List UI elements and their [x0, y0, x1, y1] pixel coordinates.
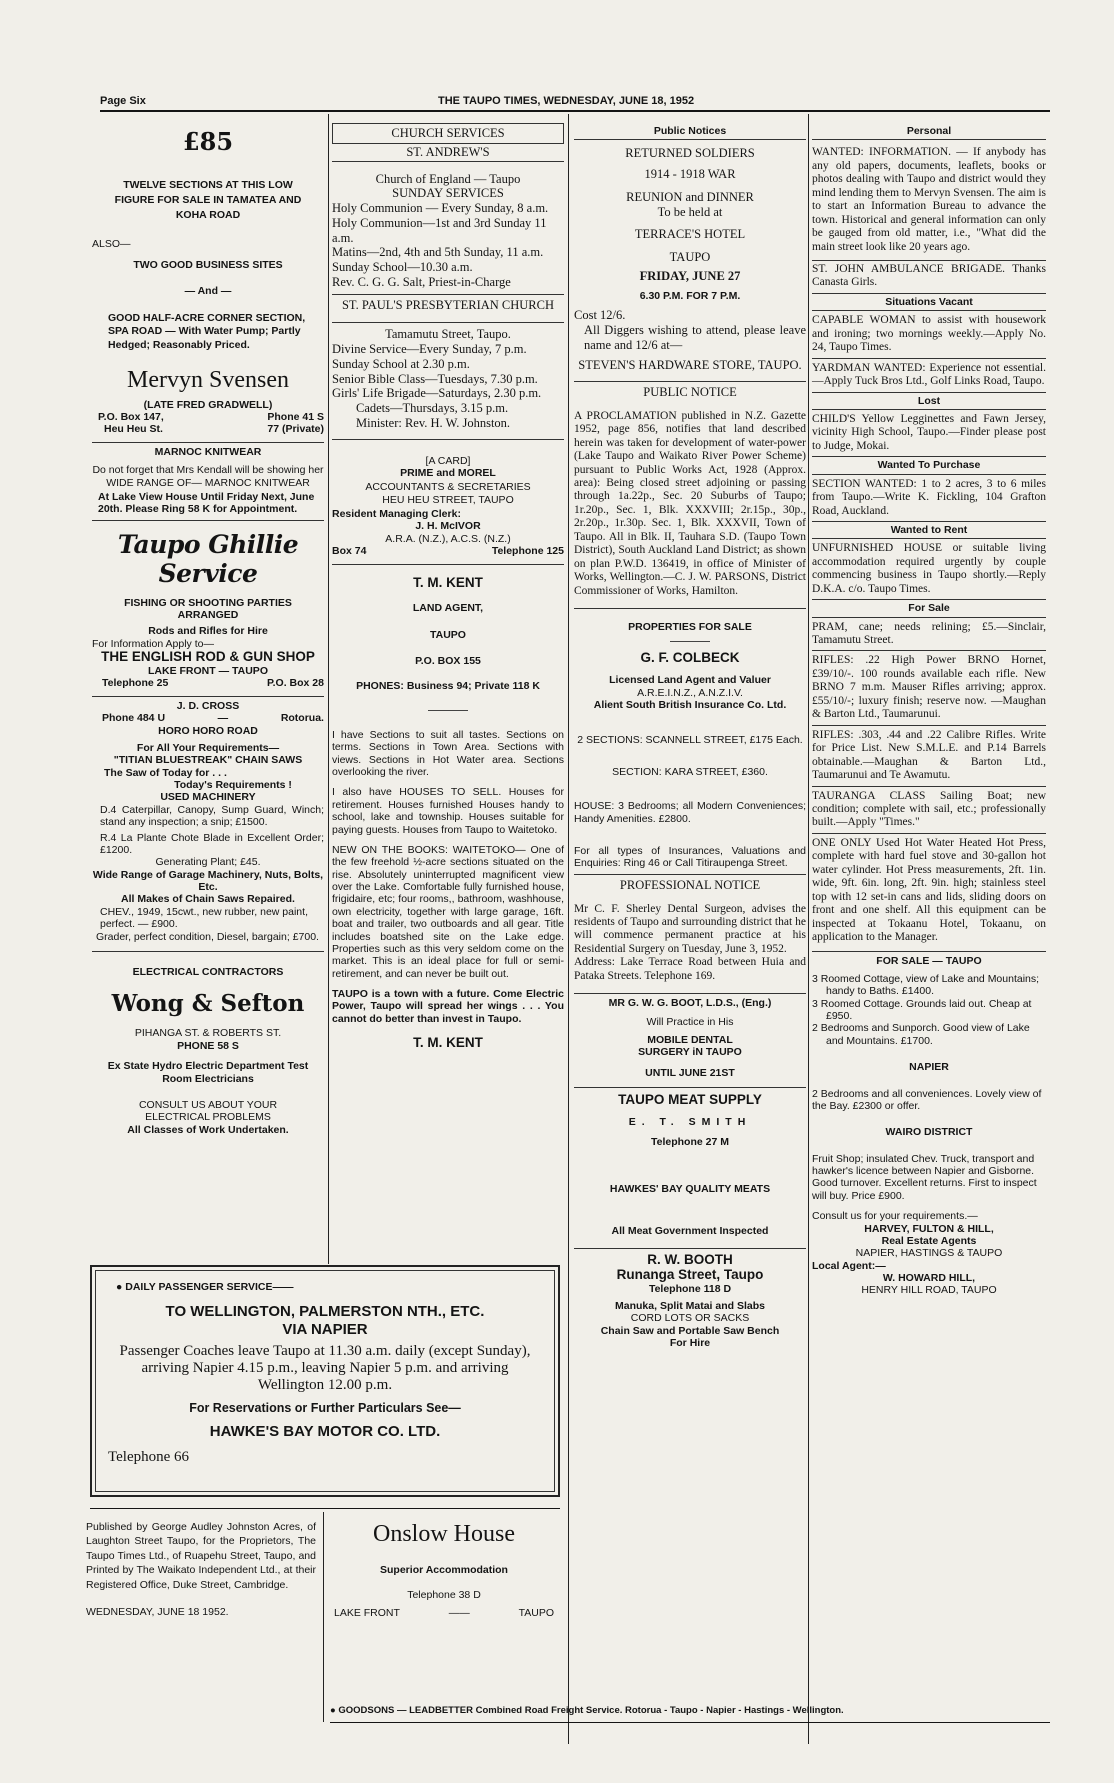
for-sale-header: For Sale — [812, 599, 1046, 617]
scannell-st: 2 SECTIONS: SCANNELL STREET, £175 Each. — [577, 733, 803, 746]
goodsons-footer: ● GOODSONS — LEADBETTER Combined Road Freight Service. Rotorua - Taupo - Napier - Hastings - Wellington. — [330, 1705, 844, 1716]
bus-destination: TO WELLINGTON, PALMERSTON NTH., ETC. — [165, 1303, 485, 1321]
goodsons-text: GOODSONS — LEADBETTER Combined Road Freight Service. Rotorua - Taupo - Napier - Hastings - Wellington. — [338, 1705, 844, 1716]
onslow-telephone: Telephone 38 D — [407, 1588, 481, 1601]
henry-hill: HENRY HILL ROAD, TAUPO — [861, 1284, 997, 1297]
cross-dash: — — [217, 712, 229, 725]
proclamation: A PROCLAMATION published in N.Z. Gazette 1952, page 856, notifies that land described herein was taken for development of water-power (Lake Taupo and Waikato River Power Scheme) pursuant to Public Works Act, 1928 (Approx. area): Being closed street adjoining or passing through 1a.22p., Sec. 20 Suburbs of Taupo; 1r.20p., Sec. 1, Blk. XXXVIII; 2r.15p., 30p., 2r.20p., 1r.30p. Sec. 1, Blk. XXXVII, Town of Taupo. All in Blk. II, Tauhara S.D. (Taupo Town District), South Auckland Land District; as shown on plan P.W.D. 136419, in office of Minister of Works, Wellington.—C. J. W. PARSONS, District Commissioner of Works, Hamilton. — [574, 409, 806, 597]
onslow-house-ad — [328, 1520, 560, 1619]
kent-future: TAUPO is a town with a future. Come Electric Power, Taupo will spread her wings . . . You cannot do better than invest in Taupo. — [332, 988, 564, 1025]
po-155: P.O. BOX 155 — [415, 655, 481, 668]
public-notice: PUBLIC NOTICE — [574, 381, 806, 400]
half-acre-ad: GOOD HALF-ACRE CORNER SECTION, SPA ROAD — With Water Pump; Partly Hedged; Reasonably Priced. — [108, 311, 306, 351]
napier-header: NAPIER — [909, 1061, 949, 1074]
agent-late: (LATE FRED GRADWELL) — [143, 398, 273, 411]
agent-street: Heu Heu St. — [104, 423, 163, 436]
elec-contractors: ELECTRICAL CONTRACTORS — [92, 951, 324, 978]
price-headline: £85 — [182, 127, 234, 156]
unfurnished-house: UNFURNISHED HOUSE or suitable living accommodation required urgently by couple commencing business in Taupo shortly.—Reply D.K.A. c/o. Taupo Times. — [812, 542, 1046, 595]
for-hire: For Hire — [669, 1336, 711, 1349]
manuka: Manuka, Split Matai and Slabs — [615, 1299, 765, 1312]
sailing-boat: TAURANGA CLASS Sailing Boat; new condition; complete with sail, etc.; professionally built.—Apply "Times." — [812, 786, 1046, 830]
column-3 — [574, 123, 806, 1349]
resident-clerk: Resident Managing Clerk: — [332, 508, 461, 520]
ghillie-title: Taupo Ghillie Service — [117, 529, 299, 589]
bus-timetable: Passenger Coaches leave Taupo at 11.30 a.m. daily (except Sunday), arriving Napier 4.15 p.m., leaving Napier 5 p.m. and arriving Wellington 12.00 p.m. — [119, 1342, 531, 1394]
rod-gun-shop: THE ENGLISH ROD & GUN SHOP — [101, 649, 315, 665]
knitwear-bold: At Lake View House Until Friday Next, June 20th. Please Ring 58 K for Appointment. — [98, 490, 315, 516]
agent-name: Mervyn Svensen — [127, 367, 289, 394]
rifles-calibre: RIFLES: .303, .44 and .22 Calibre Rifles. Write for Price List. New S.M.L.E. and P.14 Barrels obtainable.—Maughan & Barton Ltd., Taumarunui and Te Awamutu. — [812, 725, 1046, 783]
tel-25: Telephone 25 — [102, 677, 169, 690]
all-classes: All Classes of Work Undertaken. — [127, 1123, 289, 1136]
kent-sign: T. M. KENT — [413, 1035, 483, 1051]
sunday-school: Sunday School—10.30 a.m. — [332, 260, 473, 274]
onslow-taupo: TAUPO — [518, 1607, 554, 1620]
sherley-address: Address: Lake Terrace Road between Huia and Pataka Streets. Telephone 169. — [574, 956, 806, 982]
until-june: UNTIL JUNE 21ST — [645, 1066, 735, 1079]
for-sale-taupo: FOR SALE — TAUPO — [812, 951, 1046, 967]
masthead: THE TAUPO TIMES, WEDNESDAY, JUNE 18, 1952 — [438, 95, 695, 107]
st-pauls: ST. PAUL'S PRESBYTERIAN CHURCH — [332, 294, 564, 313]
page-header — [100, 95, 1050, 111]
imprint — [86, 1520, 316, 1619]
daily-service-label: DAILY PASSENGER SERVICE—— — [125, 1281, 294, 1293]
imprint-divider — [323, 1512, 324, 1722]
agent-pobox: P.O. Box 147, — [98, 411, 164, 424]
childs-legginettes: CHILD'S Yellow Legginettes and Fawn Jersey, vicinity High School, Taupo.—Finder please post to Judge, Mokai. — [812, 412, 1046, 452]
senior-bible: Senior Bible Class—Tuesdays, 7.30 p.m. — [332, 371, 538, 386]
reunion-date: FRIDAY, JUNE 27 — [639, 268, 741, 283]
kent-waitetoko: NEW ON THE BOOKS: WAITETOKO— One of the few freehold ½-acre sections situated on the rise. Absolutely uninterrupted magnificent view over the Lake. Comfortable fully furnished house, frigidaire, etc; four rooms,, bathroom, washhouse, own electricity, together with large garage, 16ft. boat and trailer, two outboards and all gear. Title includes boatshed site on the Lake edge. Properties such as this very seldom come on the market. This is an ideal place for full or semi-retirement, and can never be built out. — [332, 843, 564, 980]
hot-press: ONE ONLY Used Hot Water Heated Hot Press, complete with hard fuel stove and 30-gallon hot water cylinder. Hot Press measurements, 2ft. 1in. wide, 9ft. 6in. long, 2ft. 9in. high; stainless steel top with 12 set-in cans and lids, sliding doors on front and one shelf. All this equipment can be inspected at Tokaanu Hotel, Tokaanu, on application to the Manager. — [812, 833, 1046, 945]
st-john: ST. JOHN AMBULANCE BRIGADE. Thanks Canasta Girls. — [812, 260, 1046, 290]
hydro-electricians: Ex State Hydro Electric Department Test Room Electricians — [107, 1060, 309, 1085]
meat-supply: TAUPO MEAT SUPPLY — [574, 1087, 806, 1108]
listing-1: 3 Roomed Cottage, view of Lake and Mountains; handy to Baths. £1400. — [812, 972, 1040, 998]
areinz: A.R.E.I.N.Z., A.N.Z.I.V. — [637, 686, 743, 699]
tel-118d: Telephone 118 D — [648, 1283, 732, 1296]
knitwear-title: MARNOC KNITWEAR — [92, 442, 324, 458]
returned-soldiers: RETURNED SOLDIERS — [625, 146, 755, 161]
garage-machinery: Wide Range of Garage Machinery, Nuts, Bolts, Etc. — [92, 868, 324, 894]
bus-reservations: For Reservations or Further Particulars See— — [189, 1400, 461, 1415]
column-divider — [568, 114, 569, 1744]
info-apply: For Information Apply to— — [92, 637, 214, 650]
wanted-to-rent-header: Wanted to Rent — [812, 521, 1046, 539]
tel-27m: Telephone 27 M — [651, 1136, 729, 1149]
phone-58s: PHONE 58 S — [177, 1039, 239, 1052]
terraces-hotel: TERRACE'S HOTEL — [634, 227, 746, 242]
grader-ad: Grader, perfect condition, Diesel, bargain; £700. — [96, 930, 319, 943]
howard-hill: W. HOWARD HILL, — [882, 1272, 976, 1285]
licensed-agent: Licensed Land Agent and Valuer — [609, 674, 771, 687]
box-74: Box 74 — [332, 545, 367, 558]
napier-listing: 2 Bedrooms and all conveniences. Lovely view of the Bay. £2300 or offer. — [812, 1087, 1042, 1112]
column-divider — [328, 114, 329, 1264]
a-card: [A CARD] — [425, 454, 471, 467]
knitwear-body: Do not forget that Mrs Kendall will be showing her WIDE RANGE OF— MARNOC KNITWEAR — [92, 464, 324, 489]
heu-heu-st: HEU HEU STREET, TAUPO — [382, 493, 514, 506]
onslow-name: Onslow House — [373, 1521, 515, 1547]
todays-req: Today's Requirements ! — [174, 779, 292, 792]
runanga-st: Runanga Street, Taupo — [616, 1267, 764, 1283]
kent-title: T. M. KENT — [332, 564, 564, 591]
sections-ad: TWELVE SECTIONS AT THIS LOW FIGURE FOR SALE IN TAMATEA AND KOHA ROAD — [114, 179, 302, 221]
fishing-parties: FISHING OR SHOOTING PARTIES ARRANGED — [124, 596, 292, 622]
rods-hire: Rods and Rifles for Hire — [148, 625, 268, 638]
column-2 — [332, 123, 564, 1051]
chain-repairs: All Makes of Chain Saws Repaired. — [121, 893, 295, 906]
requirements: For All Your Requirements— — [136, 741, 280, 754]
reunion-time: 6.30 P.M. FOR 7 P.M. — [639, 289, 741, 302]
bus-service-ad — [90, 1265, 560, 1497]
rev-salt: Rev. C. G. G. Salt, Priest-in-Charge — [332, 274, 511, 289]
onslow-lakefront: LAKE FRONT — [334, 1607, 400, 1620]
agent-phone: Phone 41 S — [267, 411, 324, 424]
consult-elec: CONSULT US ABOUT YOUR ELECTRICAL PROBLEMS — [138, 1098, 278, 1124]
onslow-dash: —— — [448, 1607, 470, 1620]
sunday-school-2: Sunday School at 2.30 p.m. — [332, 356, 470, 371]
column-4 — [812, 123, 1046, 1297]
yardman-wanted: YARDMAN WANTED: Experience not essential.—Apply Tuck Bros Ltd., Golf Links Road, Taupo. — [812, 358, 1046, 389]
wanted-information: WANTED: INFORMATION. — If anybody has any old papers, documents, leaflets, books or photos dealing with Taupo and district would they mind lending them to Mervyn Svensen. The aim is to start an Information Bureau to advance the town. Historical and general information can only be gauged from old matter, i.e., "What did the main street look like 20 years ago. — [812, 146, 1046, 253]
wairoa-header: WAIRO DISTRICT — [885, 1126, 973, 1139]
sherley-notice: Mr C. F. Sherley Dental Surgeon, advises the residents of Taupo and surrounding district that he will commence permanent practice at his Residential Surgery on Tuesday, June 3, 1952. — [574, 902, 806, 955]
fruit-shop: Fruit Shop; insulated Chev. Truck, transport and hawker's licence between Napier and Gisborne. Good turnover. Excellent returns. First to inspect will buy. Price £900. — [812, 1152, 1037, 1202]
used-machinery: USED MACHINERY — [160, 791, 256, 804]
wong-sefton: Wong & Sefton — [111, 990, 305, 1018]
column-1 — [92, 123, 324, 1136]
hawkes-bay-motor: HAWKE'S BAY MOTOR CO. LTD. — [209, 1423, 441, 1441]
holy-communion-2: Holy Communion—1st and 3rd Sunday 11 a.m. — [332, 215, 547, 245]
saw-today: The Saw of Today for . . . — [104, 766, 227, 779]
lost-header: Lost — [812, 392, 1046, 410]
reunion: REUNION and DINNER — [626, 189, 754, 204]
situations-vacant-header: Situations Vacant — [812, 293, 1046, 311]
mcivor: J. H. McIVOR — [415, 520, 481, 533]
land-agent: LAND AGENT, — [412, 602, 484, 615]
properties-for-sale: PROPERTIES FOR SALE — [574, 608, 806, 633]
pihanga-st: PIHANGA ST. & ROBERTS ST. — [134, 1027, 282, 1040]
mcivor-quals: A.R.A. (N.Z.), A.C.S. (N.Z.) — [385, 532, 511, 545]
r4-ad: R.4 La Plante Chote Blade in Excellent Order; £1200. — [100, 831, 324, 856]
superior-accommodation: Superior Accommodation — [380, 1564, 508, 1577]
imprint-text: Published by George Audley Johnston Acres, of Laughton Street Taupo, for the Proprietors, The Taupo Times Ltd., of Ruapehu Street, Taupo, and Printed by The Waikato Independent Ltd., at their Registered Office, Duke Street, Cambridge. — [86, 1521, 316, 1591]
minister: Minister: Rev. H. W. Johnston. — [356, 415, 511, 430]
tamamutu-st: Tamamutu Street, Taupo. — [332, 322, 564, 342]
et-smith: E. T. SMITH — [628, 1116, 752, 1129]
war-years: 1914 - 1918 WAR — [644, 167, 736, 182]
box-28: P.O. Box 28 — [266, 677, 324, 690]
divine-service: Divine Service—Every Sunday, 7 p.m. — [332, 342, 527, 356]
reunion-taupo: TAUPO — [669, 250, 711, 265]
imprint-date: WEDNESDAY, JUNE 18 1952. — [86, 1606, 229, 1619]
generating-plant: Generating Plant; £45. — [155, 856, 261, 869]
pram: PRAM, cane; needs relining; £5.—Sinclair, Tamamutu Street. — [812, 620, 1046, 647]
harvey-fulton: HARVEY, FULTON & HILL, — [864, 1222, 994, 1235]
consult-us: Consult us for your requirements.— — [812, 1210, 978, 1223]
kara-st: SECTION: KARA STREET, £360. — [612, 765, 768, 778]
listing-2: 3 Roomed Cottage. Grounds laid out. Cheap at £950. — [812, 997, 1032, 1023]
bus-via: VIA NAPIER — [282, 1321, 368, 1339]
reunion-cost: Cost 12/6. — [574, 308, 626, 322]
south-british: Alient South British Insurance Co. Ltd. — [593, 699, 787, 712]
coe-taupo: Church of England — Taupo — [375, 171, 521, 186]
cross-phone: Phone 484 U — [102, 712, 166, 725]
capable-woman: CAPABLE WOMAN to assist with housework and ironing; two mornings weekly.—Apply No. 24, Taupo Times. — [812, 314, 1046, 354]
column-divider — [808, 114, 809, 1744]
accountants: ACCOUNTANTS & SECRETARIES — [365, 481, 531, 494]
bus-telephone: Telephone 66 — [108, 1448, 190, 1465]
held-at: To be held at — [657, 204, 723, 219]
real-estate: Real Estate Agents — [881, 1234, 977, 1247]
cross-rotorua: Rotorua. — [280, 712, 324, 725]
header-rule — [100, 110, 1050, 112]
st-andrews: ST. ANDREW'S — [332, 144, 564, 162]
rifles-brno: RIFLES: .22 High Power BRNO Hornet, £39/10/-. 100 rounds available each rifle. New BRNO 7 m.m. Mauser Rifles arriving; approx. £55/10/-; luxury finish; reserve now. —Maughan & Barton Ltd., Taumarunui. — [812, 650, 1046, 721]
stevens-hardware: STEVEN'S HARDWARE STORE, TAUPO. — [578, 358, 802, 373]
insurances: For all types of Insurances, Valuations and Enquiries: Ring 46 or Call Titiraupenga Street. — [574, 845, 806, 870]
also-label: ALSO— — [92, 238, 131, 251]
will-practice: Will Practice in His — [646, 1015, 734, 1028]
girls-brigade: Girls' Life Brigade—Saturdays, 2.30 p.m. — [332, 386, 542, 401]
imprint-rule — [90, 1508, 560, 1509]
personal-header: Personal — [812, 123, 1046, 140]
kent-phones: PHONES: Business 94; Private 118 K — [356, 679, 540, 692]
kent-sections: I have Sections to suit all tastes. Sections on terms. Sections in Town Area. Sections with views. Sections in Hot Water area. Sections overlooking the river. — [332, 728, 564, 779]
professional-notice: PROFESSIONAL NOTICE — [574, 874, 806, 893]
colbeck-house: HOUSE: 3 Bedrooms; all Modern Conveniences; Handy Amenities. £2800. — [574, 800, 806, 825]
page-number: Page Six — [100, 95, 146, 107]
cadets: Cadets—Thursdays, 3.15 p.m. — [356, 401, 509, 415]
and-label: — And — — [184, 285, 232, 298]
colbeck: G. F. COLBECK — [640, 650, 740, 666]
booth-name: R. W. BOOTH — [574, 1248, 806, 1268]
napier-hastings: NAPIER, HASTINGS & TAUPO — [855, 1247, 1003, 1260]
lake-front: LAKE FRONT — TAUPO — [148, 665, 268, 678]
public-notices-header: Public Notices — [574, 123, 806, 140]
footer-rule — [330, 1722, 1050, 1723]
church-services-header: CHURCH SERVICES — [332, 123, 564, 144]
d4-ad: D.4 Caterpillar, Canopy, Sump Guard, Winch; stand any inspection; a snip; £1500. — [100, 803, 324, 829]
mobile-dental: MOBILE DENTAL SURGERY iN TAUPO — [638, 1033, 742, 1059]
cross-name: J. D. CROSS — [92, 696, 324, 712]
tel-125: Telephone 125 — [491, 545, 564, 558]
cross-road: HORO HORO ROAD — [158, 724, 258, 737]
kent-taupo: TAUPO — [430, 628, 466, 641]
agent-private: 77 (Private) — [267, 423, 324, 436]
wanted-to-purchase-header: Wanted To Purchase — [812, 456, 1046, 474]
section-wanted: SECTION WANTED: 1 to 2 acres, 3 to 6 miles from Taupo.—Write K. Fickling, 104 Grafton Road, Auckland. — [812, 477, 1046, 517]
matins: Matins—2nd, 4th and 5th Sunday, 11 a.m. — [332, 245, 544, 260]
boot-name: MR G. W. G. BOOT, L.D.S., (Eng.) — [574, 993, 806, 1009]
listing-3: 2 Bedrooms and Sunporch. Good view of Lake and Mountains. £1700. — [812, 1022, 1030, 1047]
kent-houses: I also have HOUSES TO SELL. Houses for retirement. Houses furnished Houses handy to school, lake and township. Houses suitable for paying guests. Houses from Taupo to Waitetoko. — [332, 786, 564, 836]
prime-morel: PRIME and MOREL — [400, 466, 496, 479]
sunday-services: SUNDAY SERVICES — [392, 186, 504, 201]
quality-meats: HAWKES' BAY QUALITY MEATS — [609, 1182, 771, 1195]
holy-communion-1: Holy Communion — Every Sunday, 8 a.m. — [332, 201, 549, 215]
titian-saws: "TITIAN BLUESTREAK" CHAIN SAWS — [113, 754, 303, 767]
saw-bench: Chain Saw and Portable Saw Bench — [600, 1324, 780, 1337]
cord-lots: CORD LOTS OR SACKS — [630, 1312, 750, 1325]
diggers: All Diggers wishing to attend, please leave name and 12/6 at— — [584, 322, 806, 352]
business-sites: TWO GOOD BUSINESS SITES — [133, 258, 283, 271]
govt-inspected: All Meat Government Inspected — [611, 1225, 769, 1238]
local-agent: Local Agent:— — [812, 1259, 886, 1272]
chev-ad: CHEV., 1949, 15cwt., new rubber, new paint, perfect. — £900. — [100, 905, 308, 931]
daily-service: ● DAILY PASSENGER SERVICE—— — [116, 1281, 294, 1293]
